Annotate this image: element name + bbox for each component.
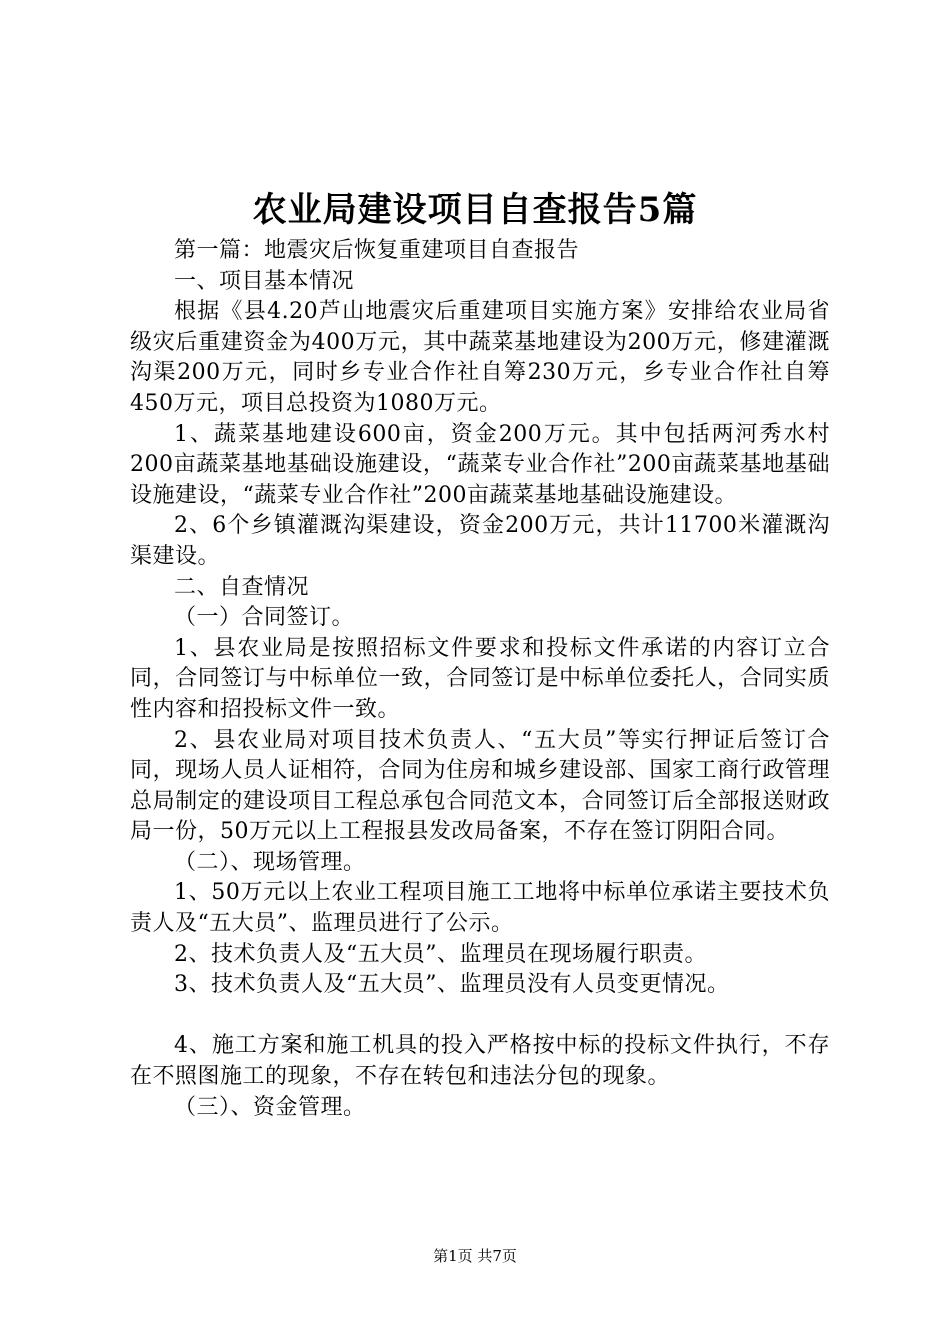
blank-line <box>130 1001 830 1032</box>
paragraph-funding-overview: 根据《县4.20芦山地震灾后重建项目实施方案》安排给农业局省级灾后重建资金为400万元，其中蔬菜基地建设为200万元，修建灌溉沟渠200万元，同时乡专业合作社自筹230万元，乡专业合作社自筹450万元，项目总投资为1080万元。 <box>130 299 831 416</box>
heading-self-inspection: 二、自查情况 <box>174 574 310 600</box>
paragraph-site-2: 2、技术负责人及“五大员”、监理员在现场履行职责。 <box>174 941 707 967</box>
subheading-contract-signing: （一）合同签订。 <box>174 605 355 631</box>
paragraph-contract-1: 1、县农业局是按照招标文件要求和投标文件承诺的内容订立合同，合同签订与中标单位一致，合同签订是中标单位委托人，合同实质性内容和招投标文件一致。 <box>130 635 830 722</box>
paragraph-site-3: 3、技术负责人及“五大员”、监理员没有人员变更情况。 <box>174 972 730 998</box>
subheading-site-management: （二）、现场管理。 <box>174 849 366 875</box>
paragraph-contract-2: 2、县农业局对项目技术负责人、“五大员”等实行押证后签订合同，现场人员人证相符，合同为住房和城乡建设部、国家工商行政管理总局制定的建设项目工程总承包合同范文本，合同签订后全部报送财政局一份，50万元以上工程报县发改局备案，不存在签订阴阳合同。 <box>130 727 830 845</box>
heading-project-overview: 一、项目基本情况 <box>174 268 355 294</box>
paragraph-site-1: 1、50万元以上农业工程项目施工工地将中标单位承诺主要技术负责人及“五大员”、监理员进行了公示。 <box>130 880 830 937</box>
paragraph-irrigation-channels: 2、6个乡镇灌溉沟渠建设，资金200万元，共计11700米灌溉沟渠建设。 <box>130 513 830 569</box>
document-body <box>130 236 830 1123</box>
paragraph-site-4: 4、施工方案和施工机具的投入严格按中标的投标文件执行，不存在不照图施工的现象，不存在转包和违法分包的现象。 <box>130 1033 830 1090</box>
paragraph-vegetable-base: 1、蔬菜基地建设600亩，资金200万元。其中包括两河秀水村200亩蔬菜基地基础设施建设，“蔬菜专业合作社”200亩蔬菜基地基础设施建设，“蔬菜专业合作社”200亩蔬菜基地基础设施建设。 <box>130 421 830 508</box>
page-number-footer: 第1页 共7页 <box>433 1247 517 1265</box>
subheading-fund-management: （三）、资金管理。 <box>174 1094 366 1120</box>
section-heading-part-one: 第一篇：地震灾后恢复重建项目自查报告 <box>174 238 580 263</box>
document-title: 农业局建设项目自查报告5篇 <box>252 190 698 230</box>
